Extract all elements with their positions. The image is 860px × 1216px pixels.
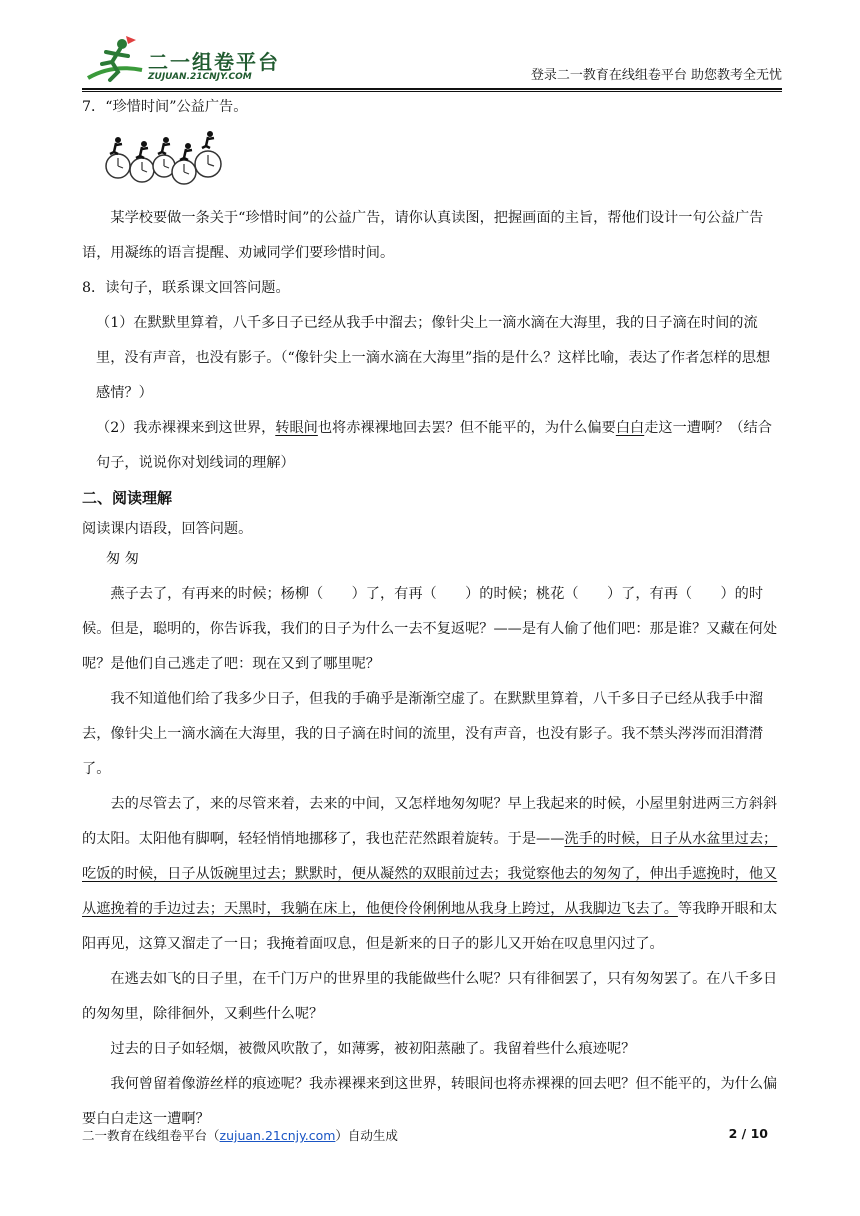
runner-logo-icon [82, 34, 146, 86]
page-footer [82, 1126, 768, 1144]
clocks-runners-illustration [104, 128, 224, 188]
section-heading: 二、阅读理解 [82, 489, 173, 507]
underlined-passage: 洗手的时候，日子从水盆里过去；吃饭的时候，日子从饭碗里过去；默默时，便从凝然的双眼前过去；我觉察他去的匆匆了，伸出手遮挽时，他又从遮挽着的手边过去；天黑时，我躺在床上，他便伶伶俐俐地从我身上跨过，从我脚边飞去了。 [82, 831, 778, 917]
question-8-title: 8．读句子，联系课文回答问题。 [82, 280, 290, 296]
passage-para-6: 我何曾留着像游丝样的痕迹呢？我赤裸裸来到这世界，转眼间也将赤裸裸的回去吧？但不能平的，为什么偏要白白走这一遭啊？ [82, 1076, 778, 1127]
text-segment: （2）我赤裸裸来到这世界， [96, 420, 276, 436]
logo-url: ZUJUAN.21CNJY.COM [148, 72, 252, 82]
page-header [82, 34, 782, 88]
page-content [82, 96, 784, 1137]
text-segment: 等我睁开眼和太阳再见，这算又溜走了一日；我掩着面叹息，但是新来的日子的影儿又开始在叹息里闪过了。 [82, 901, 778, 952]
text-segment: 去的尽管去了，来的尽管来着，去来的中间，又怎样地匆匆呢？早上我起来的时候，小屋里射进两三方斜斜的太阳。太阳他有脚啊，轻轻悄悄地挪移了，我也茫茫然跟着旋转。于是—— [82, 796, 778, 847]
footer-link[interactable]: zujuan.21cnjy.com [219, 1128, 336, 1143]
reading-instruction: 阅读课内语段，回答问题。 [82, 521, 253, 537]
footer-text: ）自动生成 [335, 1128, 398, 1143]
passage-title: 匆 匆 [106, 551, 139, 567]
text-segment: 走这一遭啊？（结合句子，说说你对划线词的理解） [96, 420, 772, 471]
question-8-sub2 [82, 411, 784, 481]
question-7-title: 7．“珍惜时间”公益广告。 [82, 99, 248, 115]
site-logo[interactable] [82, 34, 282, 86]
underlined-word: 转眼间 [275, 420, 318, 436]
header-slogan: 登录二一教育在线组卷平台 助您教考全无忧 [530, 68, 782, 83]
passage-para-1: 燕子去了，有再来的时候；杨柳（ ）了，有再（ ）的时候；桃花（ ）了，有再（ ）的时候。但是，聪明的，你告诉我，我们的日子为什么一去不复返呢？——是有人偷了他们吧：那是谁？又藏在何处呢？是他们自己逃走了吧：现在又到了哪里呢？ [82, 586, 778, 672]
underlined-word: 白白 [615, 420, 645, 436]
page-number: 2 / 10 [728, 1126, 768, 1141]
header-divider [82, 88, 782, 90]
logo-text: 二一组卷平台 [148, 50, 280, 74]
text-segment: 也将赤裸裸地回去罢？但不能平的，为什么偏要 [317, 420, 616, 436]
question-8-sub1: （1）在默默里算着，八千多日子已经从我手中溜去；像针尖上一滴水滴在大海里，我的日子滴在时间的流里，没有声音，也没有影子。（“像针尖上一滴水滴在大海里”指的是什么？这样比喻，表达了作者怎样的思想感情？） [96, 315, 771, 401]
passage-para-4: 在逃去如飞的日子里，在千门万户的世界里的我能做些什么呢？只有徘徊罢了，只有匆匆罢了。在八千多日的匆匆里，除徘徊外，又剩些什么呢？ [82, 971, 778, 1022]
passage-para-2: 我不知道他们给了我多少日子，但我的手确乎是渐渐空虚了。在默默里算着，八千多日子已经从我手中溜去，像针尖上一滴水滴在大海里，我的日子滴在时间的流里，没有声音，也没有影子。我不禁头涔涔而泪潸潸了。 [82, 691, 764, 777]
passage-para-3 [82, 787, 784, 962]
header-divider-thin [82, 91, 782, 92]
passage-para-5: 过去的日子如轻烟，被微风吹散了，如薄雾，被初阳蒸融了。我留着些什么痕迹呢？ [110, 1041, 636, 1057]
question-7-text: 某学校要做一条关于“珍惜时间”的公益广告，请你认真读图，把握画面的主旨，帮他们设计一句公益广告语，用凝练的语言提醒、劝诫同学们要珍惜时间。 [82, 210, 764, 261]
footer-text: 二一教育在线组卷平台（ [82, 1128, 220, 1143]
